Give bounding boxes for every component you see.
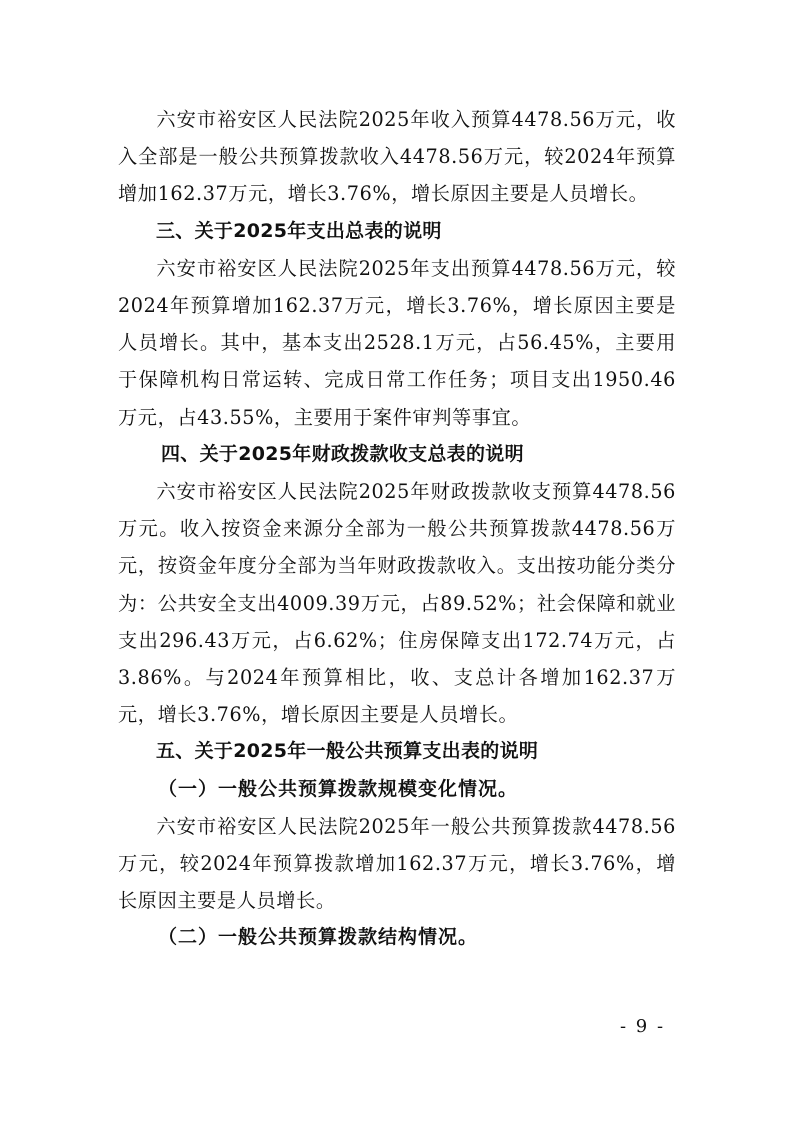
section-heading-general-public-budget: 五、关于2025年一般公共预算支出表的说明	[156, 740, 539, 763]
income-budget-paragraph: 六安市裕安区人民法院2025年收入预算4478.56万元，收入全部是一般公共预算拨款收入4478.56万元，较2024年预算增加162.37万元，增长3.76%，增长原因主要是人员增长。	[118, 108, 676, 206]
page-number: - 9 -	[620, 1016, 666, 1037]
subheading-structure: （二）一般公共预算拨款结构情况。	[158, 926, 479, 949]
section-heading-expenditure-summary: 三、关于2025年支出总表的说明	[156, 219, 442, 242]
expenditure-budget-paragraph: 六安市裕安区人民法院2025年支出预算4478.56万元，较2024年预算增加162.37万元，增长3.76%，增长原因主要是人员增长。其中，基本支出2528.1万元，占56.45%，主要用于保障机构日常运转、完成日常工作任务；项目支出1950.46万元，占43.55%，主要用于案件审判等事宜。	[118, 256, 676, 429]
section-heading-fiscal-appropriation: 四、关于2025年财政拨款收支总表的说明	[161, 442, 524, 465]
fiscal-appropriation-paragraph: 六安市裕安区人民法院2025年财政拨款收支预算4478.56万元。收入按资金来源分全部为一般公共预算拨款4478.56万元，按资金年度分全部为当年财政拨款收入。支出按功能分类分为：公共安全支出4009.39万元，占89.52%；社会保障和就业支出296.43万元，占6.62%；住房保障支出172.74万元，占3.86%。与2024年预算相比，收、支总计各增加162.37万元，增长3.76%，增长原因主要是人员增长。	[118, 480, 676, 727]
document-body	[118, 101, 676, 957]
scale-change-paragraph: 六安市裕安区人民法院2025年一般公共预算拨款4478.56万元，较2024年预算拨款增加162.37万元，增长3.76%，增长原因主要是人员增长。	[118, 814, 676, 913]
subheading-scale-change: （一）一般公共预算拨款规模变化情况。	[158, 777, 519, 800]
